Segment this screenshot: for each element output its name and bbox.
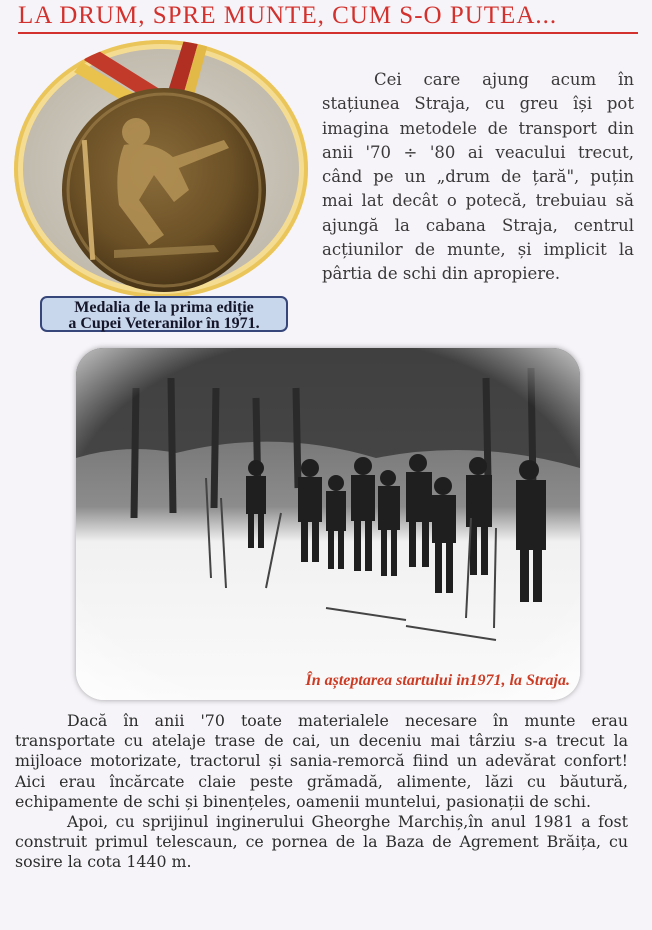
medal-caption (40, 296, 288, 332)
photo-caption: În așteptarea startului in1971, la Straja. (305, 672, 570, 689)
intro-text: Cei care ajung acum în stațiunea Straja, cu greu își pot imagina metodele de transport din anii '70 ÷ '80 ai veacului trecut, când pe un „drum de țară", puțin mai lat decât o potecă, trebuiau să ajungă la cabana Straja, centrul acțiunilor de munte, și implicit la pârtia de schi din apropiere. (322, 70, 634, 284)
medal-caption-line2: a Cupei Veteranilor în 1971. (68, 315, 260, 332)
body-text (15, 711, 628, 873)
medal-caption-line1: Medalia de la prima ediție (74, 299, 254, 316)
body-paragraph-1: Dacă în anii '70 toate materialele necesare în munte erau transportate cu atelaje trase de cai, un deceniu mai târziu s-a trecut la mijloace motorizate, tractorul și sania-remorcă fiind un adevărat confort! Aici erau încărcate claie peste grămadă, alimente, lăzi cu băutură, echipamente de schi și binențeles, oamenii muntelui, pasionații de schi. (15, 711, 628, 811)
page-title: LA DRUM, SPRE MUNTE, CUM S-O PUTEA... (18, 2, 638, 34)
intro-paragraph (322, 68, 634, 287)
medal-photo (14, 40, 308, 298)
body-paragraph-2: Apoi, cu sprijinul inginerului Gheorghe Marchiș,în anul 1981 a fost construit primul telescaun, ce pornea de la Baza de Agrement Brăița, cu sosire la cota 1440 m. (15, 812, 628, 872)
historic-photo (76, 348, 580, 700)
